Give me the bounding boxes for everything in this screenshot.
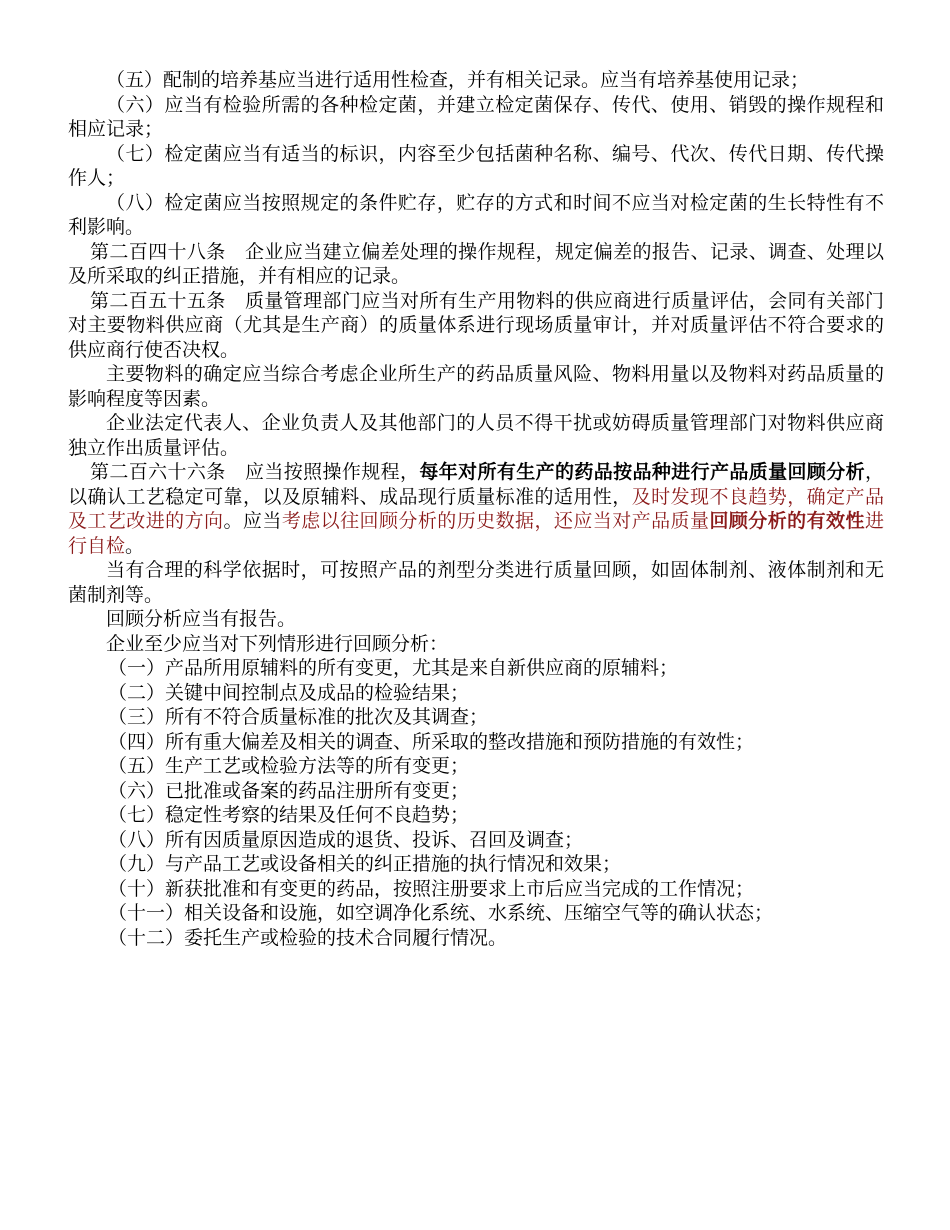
paragraph [68,460,884,558]
paragraph [68,240,884,289]
paragraph [68,362,884,411]
list-item [68,852,884,877]
paragraph [68,607,884,632]
text-run: 企业法定代表人、企业负责人及其他部门的人员不得干扰或妨碍质量管理部门对物料供应商独立作出质量评估。 [68,412,884,459]
list-item [68,828,884,853]
text-run: （九）与产品工艺或设备相关的纠正措施的执行情况和效果； [108,853,622,875]
text-run: （三）所有不符合质量标准的批次及其调查； [108,706,489,728]
text-run: 第二百六十六条 应当按照操作规程， [90,461,420,483]
text-run: （五）配制的培养基应当进行适用性检查，并有相关记录。应当有培养基使用记录； [106,69,810,91]
emphasis-text: 及时发现不良趋势，确定产品及工艺改进的方向 [68,485,884,532]
text-run: （十二）委托生产或检验的技术合同履行情况。 [108,926,508,949]
text-run: 主要物料的确定应当综合考虑企业所生产的药品质量风险、物料用量以及物料对药品质量的影响程度等因素。 [68,363,884,410]
paragraph [68,142,884,191]
paragraph [68,93,884,142]
paragraph [68,411,884,460]
paragraph [68,558,884,607]
paragraph [68,68,884,93]
text-run: 。应当 [223,510,282,532]
text-run: ，以确认工艺稳定可靠，以及原辅料、成品现行质量标准的适用性， [68,461,884,508]
list-item [68,901,884,926]
text-run: （六）应当有检验所需的各种检定菌，并建立检定菌保存、传代、使用、销毁的操作规程和相应记录； [68,93,884,140]
text-run: 回顾分析应当有报告。 [106,608,297,630]
text-run: 第二百五十五条 质量管理部门应当对所有生产用物料的供应商进行质量评估，会同有关部门对主要物料供应商（尤其是生产商）的质量体系进行现场质量审计，并对质量评估不符合要求的供应商行使否决权。 [68,289,884,361]
text-run: 。 [125,534,145,557]
list-item [68,754,884,779]
paragraph [68,191,884,240]
text-run: （十）新获批准和有变更的药品，按照注册要求上市后应当完成的工作情况； [108,877,755,900]
text-run: （七）稳定性考察的结果及任何不良趋势； [108,804,470,826]
list-item [68,779,884,804]
list-item [68,803,884,828]
text-run: （八）检定菌应当按照规定的条件贮存，贮存的方式和时间不应当对检定菌的生长特性有不利影响。 [68,191,884,238]
list-item [68,656,884,681]
text-run: （六）已批准或备案的药品注册所有变更； [108,779,470,802]
text-run: （五）生产工艺或检验方法等的所有变更； [108,755,470,777]
text-run: （七）检定菌应当有适当的标识，内容至少包括菌种名称、编号、代次、传代日期、传代操作人； [68,142,884,189]
text-run: （四）所有重大偏差及相关的调查、所采取的整改措施和预防措施的有效性； [108,730,755,753]
text-run: 第二百四十八条 企业应当建立偏差处理的操作规程，规定偏差的报告、记录、调查、处理以及所采取的纠正措施，并有相应的记录。 [68,240,884,287]
text-run: 企业至少应当对下列情形进行回顾分析： [106,632,449,655]
text-run: （二）关键中间控制点及成品的检验结果； [108,681,470,704]
text-run: 当有合理的科学依据时，可按照产品的剂型分类进行质量回顾，如固体制剂、液体制剂和无菌制剂等。 [68,559,884,606]
emphasis-text: 回顾分析的有效性 [709,510,865,532]
text-run: （八）所有因质量原因造成的退货、投诉、召回及调查； [108,828,584,851]
text-run: （十一）相关设备和设施，如空调净化系统、水系统、压缩空气等的确认状态； [108,902,774,924]
list-item [68,926,884,951]
list-item [68,705,884,730]
document-body [68,68,884,950]
text-run: （一）产品所用原辅料的所有变更，尤其是来自新供应商的原辅料； [108,657,679,679]
paragraph [68,289,884,363]
emphasis-text: 考虑以往回顾分析的历史数据，还应当对产品质量 [281,510,710,532]
paragraph [68,632,884,657]
emphasis-text: 进行自检 [68,510,884,557]
emphasis-text: 每年对所有生产的药品按品种进行产品质量回顾分析 [419,461,865,483]
list-item [68,877,884,902]
list-item [68,681,884,706]
list-item [68,730,884,755]
